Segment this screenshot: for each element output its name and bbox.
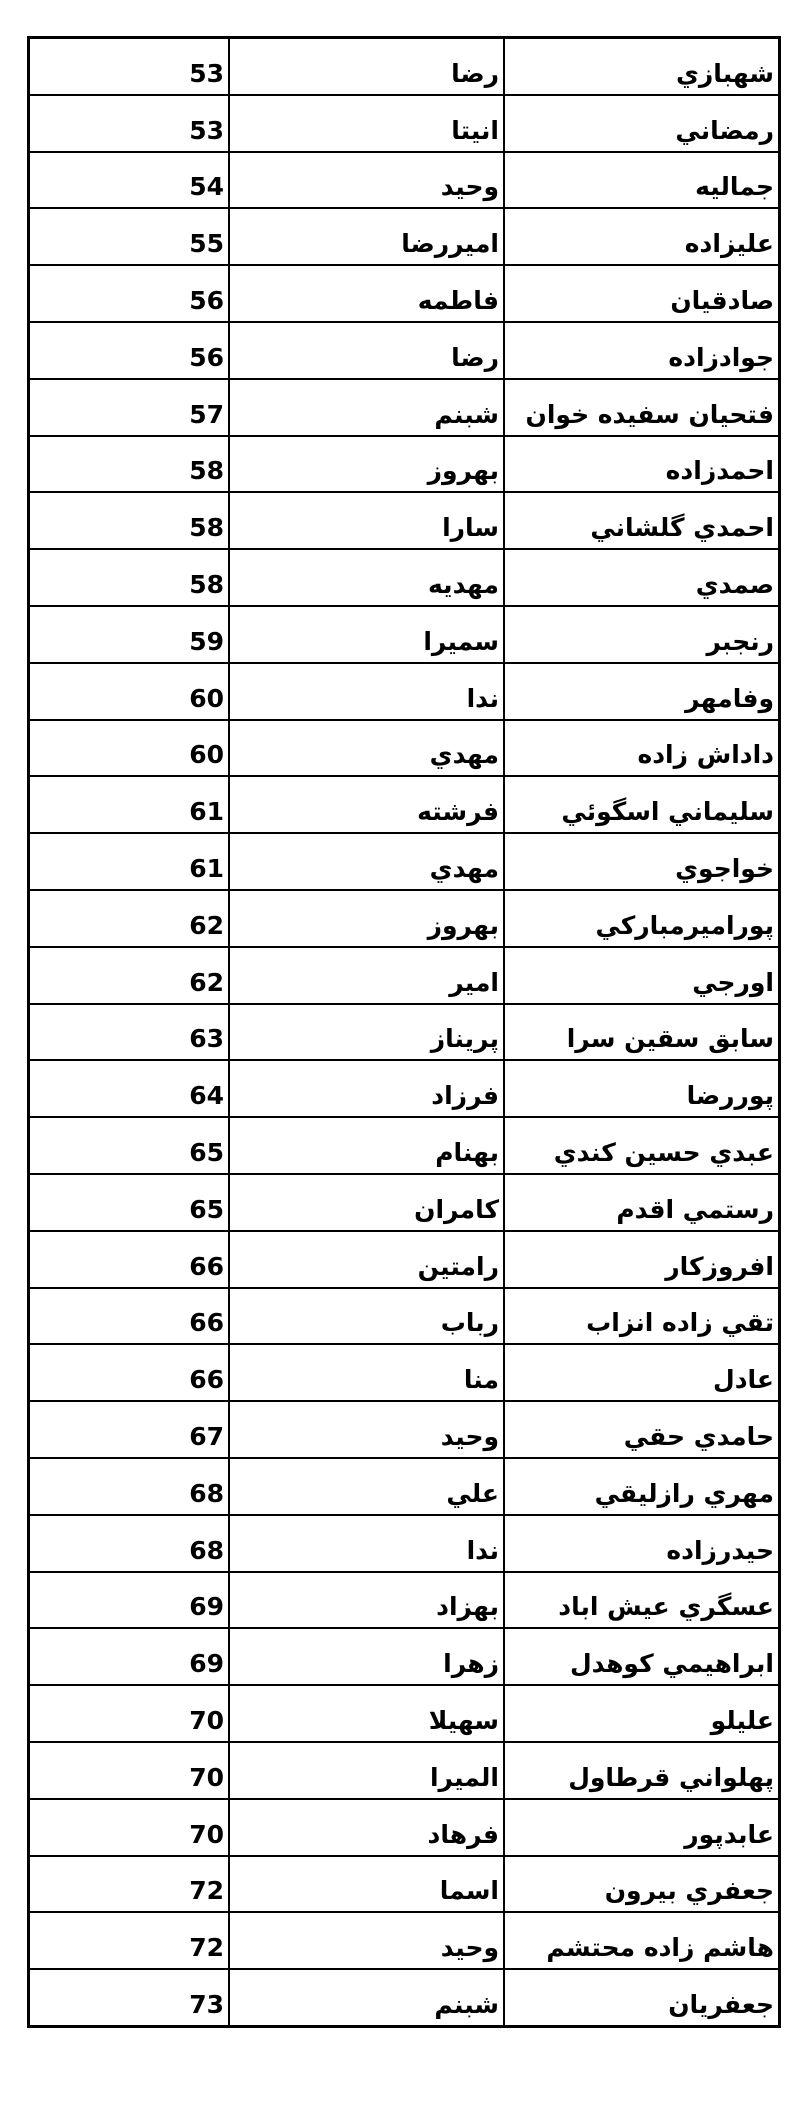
table-row <box>29 322 780 379</box>
table-row <box>29 606 780 663</box>
first-name-cell[interactable]: ندا <box>229 1515 504 1572</box>
table-row <box>29 1799 780 1856</box>
first-name-cell[interactable]: سميرا <box>229 606 504 663</box>
last-name-cell[interactable]: فتحيان سفيده خوان <box>504 379 780 436</box>
first-name-cell[interactable]: پريناز <box>229 1004 504 1061</box>
first-name-cell[interactable]: رباب <box>229 1288 504 1345</box>
last-name-cell[interactable]: ابراهيمي كوهدل <box>504 1628 780 1685</box>
number-cell[interactable]: 59 <box>29 606 230 663</box>
table-row <box>29 1515 780 1572</box>
last-name-cell[interactable]: جعفري بيرون <box>504 1856 780 1913</box>
first-name-cell[interactable]: ندا <box>229 663 504 720</box>
last-name-cell[interactable]: حيدرزاده <box>504 1515 780 1572</box>
table-row <box>29 1458 780 1515</box>
last-name-cell[interactable]: خواجوي <box>504 833 780 890</box>
last-name-cell[interactable]: تقي زاده انزاب <box>504 1288 780 1345</box>
first-name-cell[interactable]: بهروز <box>229 890 504 947</box>
first-name-cell[interactable]: مهدي <box>229 833 504 890</box>
table-row <box>29 1912 780 1969</box>
first-name-cell[interactable]: فاطمه <box>229 265 504 322</box>
last-name-cell[interactable]: عادل <box>504 1344 780 1401</box>
first-name-cell[interactable]: رضا <box>229 38 504 95</box>
last-name-cell[interactable]: افروزكار <box>504 1231 780 1288</box>
table-row <box>29 1685 780 1742</box>
first-name-cell[interactable]: شبنم <box>229 1969 504 2026</box>
last-name-cell[interactable]: صادقيان <box>504 265 780 322</box>
last-name-cell[interactable]: عابدپور <box>504 1799 780 1856</box>
number-cell[interactable]: 72 <box>29 1856 230 1913</box>
number-cell[interactable]: 66 <box>29 1288 230 1345</box>
number-cell[interactable]: 56 <box>29 265 230 322</box>
last-name-cell[interactable]: عليزاده <box>504 208 780 265</box>
number-cell[interactable]: 70 <box>29 1685 230 1742</box>
table-row <box>29 776 780 833</box>
first-name-cell[interactable]: بهنام <box>229 1117 504 1174</box>
table-row <box>29 38 780 95</box>
number-cell[interactable]: 66 <box>29 1231 230 1288</box>
last-name-cell[interactable]: جعفريان <box>504 1969 780 2026</box>
table-row <box>29 947 780 1004</box>
number-cell[interactable]: 66 <box>29 1344 230 1401</box>
first-name-cell[interactable]: رضا <box>229 322 504 379</box>
number-cell[interactable]: 67 <box>29 1401 230 1458</box>
last-name-cell[interactable]: احمدي گلشاني <box>504 492 780 549</box>
last-name-cell[interactable]: داداش زاده <box>504 720 780 777</box>
first-name-cell[interactable]: انيتا <box>229 95 504 152</box>
table-row <box>29 1117 780 1174</box>
number-cell[interactable]: 68 <box>29 1458 230 1515</box>
number-cell[interactable]: 70 <box>29 1799 230 1856</box>
table-row <box>29 833 780 890</box>
first-name-cell[interactable]: بهزاد <box>229 1572 504 1629</box>
first-name-cell[interactable]: سهيلا <box>229 1685 504 1742</box>
last-name-cell[interactable]: سليماني اسگوئي <box>504 776 780 833</box>
number-cell[interactable]: 60 <box>29 663 230 720</box>
number-cell[interactable]: 73 <box>29 1969 230 2026</box>
first-name-cell[interactable]: بهروز <box>229 436 504 493</box>
last-name-cell[interactable]: اورجي <box>504 947 780 1004</box>
number-cell[interactable]: 55 <box>29 208 230 265</box>
last-name-cell[interactable]: احمدزاده <box>504 436 780 493</box>
table-row <box>29 1174 780 1231</box>
last-name-cell[interactable]: پوراميرمباركي <box>504 890 780 947</box>
last-name-cell[interactable]: جوادزاده <box>504 322 780 379</box>
first-name-cell[interactable]: وحيد <box>229 152 504 209</box>
first-name-cell[interactable]: علي <box>229 1458 504 1515</box>
number-cell[interactable]: 61 <box>29 833 230 890</box>
table-row <box>29 492 780 549</box>
first-name-cell[interactable]: رامتين <box>229 1231 504 1288</box>
number-cell[interactable]: 53 <box>29 38 230 95</box>
table-row <box>29 663 780 720</box>
table-row <box>29 1060 780 1117</box>
first-name-cell[interactable]: اسما <box>229 1856 504 1913</box>
first-name-cell[interactable]: زهرا <box>229 1628 504 1685</box>
number-cell[interactable]: 58 <box>29 436 230 493</box>
first-name-cell[interactable]: منا <box>229 1344 504 1401</box>
table-row <box>29 1572 780 1629</box>
last-name-cell[interactable]: مهري رازليقي <box>504 1458 780 1515</box>
table-row <box>29 1856 780 1913</box>
names-table <box>27 36 781 2028</box>
last-name-cell[interactable]: هاشم زاده محتشم <box>504 1912 780 1969</box>
last-name-cell[interactable]: صمدي <box>504 549 780 606</box>
number-cell[interactable]: 69 <box>29 1572 230 1629</box>
first-name-cell[interactable]: وحيد <box>229 1401 504 1458</box>
last-name-cell[interactable]: شهبازي <box>504 38 780 95</box>
table-row <box>29 1004 780 1061</box>
table-row <box>29 720 780 777</box>
number-cell[interactable]: 56 <box>29 322 230 379</box>
first-name-cell[interactable]: الميرا <box>229 1742 504 1799</box>
last-name-cell[interactable]: رمضاني <box>504 95 780 152</box>
last-name-cell[interactable]: حامدي حقي <box>504 1401 780 1458</box>
number-cell[interactable]: 68 <box>29 1515 230 1572</box>
last-name-cell[interactable]: رستمي اقدم <box>504 1174 780 1231</box>
table-row <box>29 95 780 152</box>
first-name-cell[interactable]: كامران <box>229 1174 504 1231</box>
first-name-cell[interactable]: فرشته <box>229 776 504 833</box>
table-row <box>29 1401 780 1458</box>
table-row <box>29 379 780 436</box>
number-cell[interactable]: 72 <box>29 1912 230 1969</box>
last-name-cell[interactable]: پوررضا <box>504 1060 780 1117</box>
number-cell[interactable]: 58 <box>29 492 230 549</box>
number-cell[interactable]: 62 <box>29 947 230 1004</box>
first-name-cell[interactable]: امير <box>229 947 504 1004</box>
first-name-cell[interactable]: مهدي <box>229 720 504 777</box>
number-cell[interactable]: 61 <box>29 776 230 833</box>
table-row <box>29 1344 780 1401</box>
last-name-cell[interactable]: جماليه <box>504 152 780 209</box>
table-row <box>29 1742 780 1799</box>
number-cell[interactable]: 69 <box>29 1628 230 1685</box>
last-name-cell[interactable]: عسگري عيش اباد <box>504 1572 780 1629</box>
table-row <box>29 1231 780 1288</box>
first-name-cell[interactable]: شبنم <box>229 379 504 436</box>
table-row <box>29 1628 780 1685</box>
number-cell[interactable]: 60 <box>29 720 230 777</box>
last-name-cell[interactable]: پهلواني قرطاول <box>504 1742 780 1799</box>
last-name-cell[interactable]: وفامهر <box>504 663 780 720</box>
number-cell[interactable]: 65 <box>29 1174 230 1231</box>
table-row <box>29 152 780 209</box>
first-name-cell[interactable]: فرزاد <box>229 1060 504 1117</box>
table-row <box>29 1288 780 1345</box>
table-row <box>29 1969 780 2026</box>
number-cell[interactable]: 63 <box>29 1004 230 1061</box>
table-body <box>29 38 780 2027</box>
table-row <box>29 436 780 493</box>
table-row <box>29 265 780 322</box>
number-cell[interactable]: 70 <box>29 1742 230 1799</box>
number-cell[interactable]: 54 <box>29 152 230 209</box>
number-cell[interactable]: 62 <box>29 890 230 947</box>
table-row <box>29 208 780 265</box>
first-name-cell[interactable]: وحيد <box>229 1912 504 1969</box>
last-name-cell[interactable]: عليلو <box>504 1685 780 1742</box>
number-cell[interactable]: 57 <box>29 379 230 436</box>
first-name-cell[interactable]: سارا <box>229 492 504 549</box>
first-name-cell[interactable]: فرهاد <box>229 1799 504 1856</box>
last-name-cell[interactable]: سابق سقين سرا <box>504 1004 780 1061</box>
last-name-cell[interactable]: رنجبر <box>504 606 780 663</box>
first-name-cell[interactable]: مهديه <box>229 549 504 606</box>
number-cell[interactable]: 64 <box>29 1060 230 1117</box>
last-name-cell[interactable]: عبدي حسين كندي <box>504 1117 780 1174</box>
table-row <box>29 549 780 606</box>
table-row <box>29 890 780 947</box>
number-cell[interactable]: 58 <box>29 549 230 606</box>
number-cell[interactable]: 65 <box>29 1117 230 1174</box>
number-cell[interactable]: 53 <box>29 95 230 152</box>
first-name-cell[interactable]: اميررضا <box>229 208 504 265</box>
